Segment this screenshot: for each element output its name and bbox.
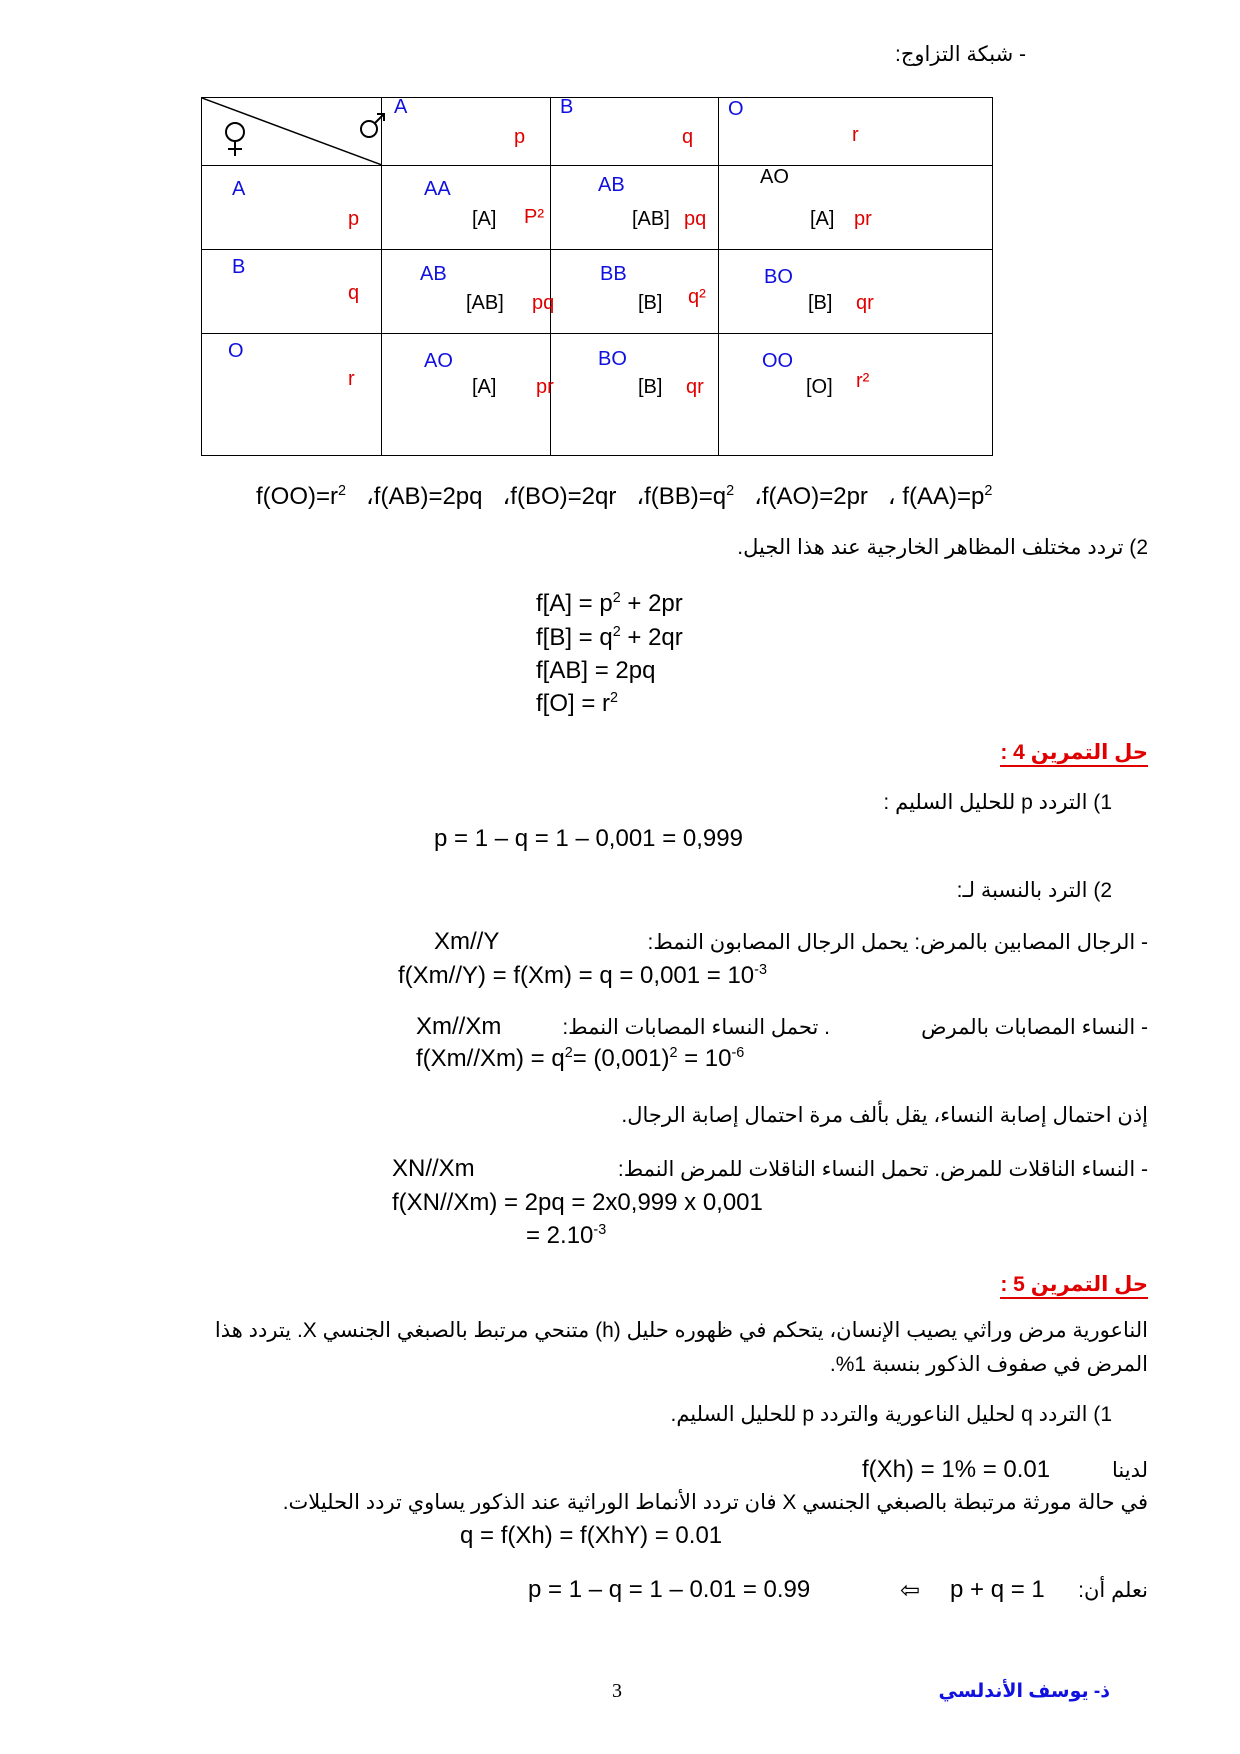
freq-cell: q² — [688, 286, 706, 308]
ex5-question-1: 1) التردد q لحليل الناعورية والتردد p للحليل السليم. — [670, 1403, 1112, 1426]
ex4-men-calc: $f(Xm//Y) = f(Xm) = q = 0,001 = 10^{-3}$ — [398, 962, 767, 989]
ex4-carrier-label: - النساء الناقلات للمرض. تحمل النساء الناقلات للمرض النمط: — [617, 1158, 1148, 1181]
punnett-grid — [201, 97, 993, 456]
genotype-cell: BO — [764, 266, 793, 288]
section-title: - شبكة التزاوج: — [895, 43, 1026, 66]
phenotype-cell: [B] — [638, 292, 663, 314]
phenotype-cell: [B] — [638, 376, 663, 398]
ex5-pq: p + q = 1 — [950, 1576, 1045, 1603]
ex4-conclusion: إذن احتمال إصابة النساء، يقل بألف مرة احتمال إصابة الرجال. — [621, 1104, 1148, 1127]
author: ذ- يوسف الأندلسي — [938, 1681, 1110, 1702]
female-freq-q: q — [348, 282, 360, 304]
ex4-men-type: Xm//Y — [434, 928, 500, 955]
pheno-O: $f[O] = r^2$ — [536, 690, 619, 717]
ex4-women-calc: $f(Xm//Xm) = q^2= (0,001)^2 = 10^{-6}$ — [416, 1045, 745, 1072]
ex5-text-1: الناعورية مرض وراثي يصيب الإنسان، يتحكم في ظهوره حليل (h) متنحي مرتبط بالصبغي الجنسي X. يتردد هذا — [214, 1319, 1148, 1342]
freq-cell: pq — [684, 208, 707, 230]
ex4-men-label: - الرجال المصابين بالمرض: يحمل الرجال المصابون النمط: — [647, 931, 1148, 954]
male-symbol-icon — [358, 108, 390, 140]
phenotype-cell: [B] — [808, 292, 833, 314]
ex4-women-label-2: . تحمل النساء المصابات النمط: — [562, 1016, 830, 1039]
genotype-cell: AB — [598, 174, 625, 196]
ex5-case: في حالة مورثة مرتبطة بالصبغي الجنسي X فان تردد الأنماط الوراثية عند الذكور يساوي تردد الحليلات. — [282, 1491, 1148, 1514]
ex4-carrier-calc-2: = $2.10^{-3}$ — [526, 1222, 607, 1249]
freq-cell: P² — [524, 206, 544, 228]
female-freq-r: r — [348, 368, 355, 390]
freq-cell: pq — [532, 292, 555, 314]
ex5-p-calc: p = 1 – q = 1 – 0.01 = 0.99 — [528, 1576, 811, 1603]
exercise-4-title: حل التمرين 4 : — [1000, 740, 1148, 767]
pheno-AB: f[AB] = 2pq — [536, 657, 656, 684]
male-freq-q: q — [682, 126, 694, 148]
ex4-question-1: 1) التردد p للحليل السليم : — [883, 791, 1112, 814]
genotype-cell: OO — [762, 350, 794, 372]
male-allele-B: B — [560, 96, 574, 118]
ex4-question-2: 2) الترد بالنسبة لـ: — [956, 879, 1112, 902]
genotype-cell: BB — [600, 263, 627, 285]
phenotype-cell: [AB] — [466, 292, 504, 314]
ex5-q-calc: q = f(Xh) = f(XhY) = 0.01 — [460, 1522, 723, 1549]
male-allele-O: O — [728, 98, 744, 120]
page-number: 3 — [612, 1680, 622, 1702]
ex4-women-label: - النساء المصابات بالمرض — [921, 1016, 1148, 1039]
exercise-5-title: حل التمرين 5 : — [1000, 1272, 1148, 1299]
genotype-cell: AO — [424, 350, 453, 372]
genotype-frequencies: $f(OO)=r^2$ ،f(AB)=2pq ،f(BO)=2qr $،f(BB)=q^2$ ،f(AO)=2pr ، $f(AA)=p^2$ — [256, 483, 993, 510]
freq-cell: qr — [686, 376, 704, 398]
genotype-cell: AA — [424, 178, 451, 200]
male-freq-p: p — [514, 126, 526, 148]
freq-cell: pr — [536, 376, 554, 398]
ex4-women-type: Xm//Xm — [416, 1013, 502, 1040]
female-allele-O: O — [228, 340, 244, 362]
phenotype-cell: [AB] — [632, 208, 670, 230]
ex5-have-calc: f(Xh) = 1% = 0.01 — [862, 1456, 1051, 1483]
pheno-B: $f[B] = q^2 + 2qr$ — [536, 624, 683, 651]
phenotype-cell: [A] — [472, 376, 497, 398]
female-allele-B: B — [232, 256, 246, 278]
female-symbol-icon — [222, 120, 248, 160]
genotype-cell: BO — [598, 348, 627, 370]
genotype-cell: AB — [420, 263, 447, 285]
freq-cell: r² — [856, 370, 870, 392]
pheno-A: $f[A] = p^2 + 2pr$ — [536, 590, 683, 617]
phenotype-cell: [O] — [806, 376, 833, 398]
female-freq-p: p — [348, 208, 360, 230]
arrow-left-icon: ⇦ — [900, 1577, 921, 1604]
male-allele-A: A — [394, 96, 408, 118]
ex4-p-calc: p = 1 – q = 1 – 0,001 = 0,999 — [434, 825, 743, 852]
freq-cell: qr — [856, 292, 874, 314]
phenotype-cell: [A] — [472, 208, 497, 230]
question-2-phenotypes: 2) تردد مختلف المظاهر الخارجية عند هذا الجيل. — [737, 536, 1148, 559]
ex4-carrier-calc: f(XN//Xm) = 2pq = 2x0,999 x 0,001 — [392, 1189, 763, 1216]
genotype-cell: AO — [760, 166, 789, 188]
ex5-text-2: المرض في صفوف الذكور بنسبة 1%. — [829, 1353, 1148, 1376]
ex4-carrier-type: XN//Xm — [392, 1155, 475, 1182]
freq-cell: pr — [854, 208, 872, 230]
phenotype-cell: [A] — [810, 208, 835, 230]
ex5-know: نعلم أن: — [1078, 1579, 1148, 1602]
ex5-have: لدينا — [1111, 1459, 1148, 1482]
male-freq-r: r — [852, 124, 859, 146]
female-allele-A: A — [232, 178, 246, 200]
